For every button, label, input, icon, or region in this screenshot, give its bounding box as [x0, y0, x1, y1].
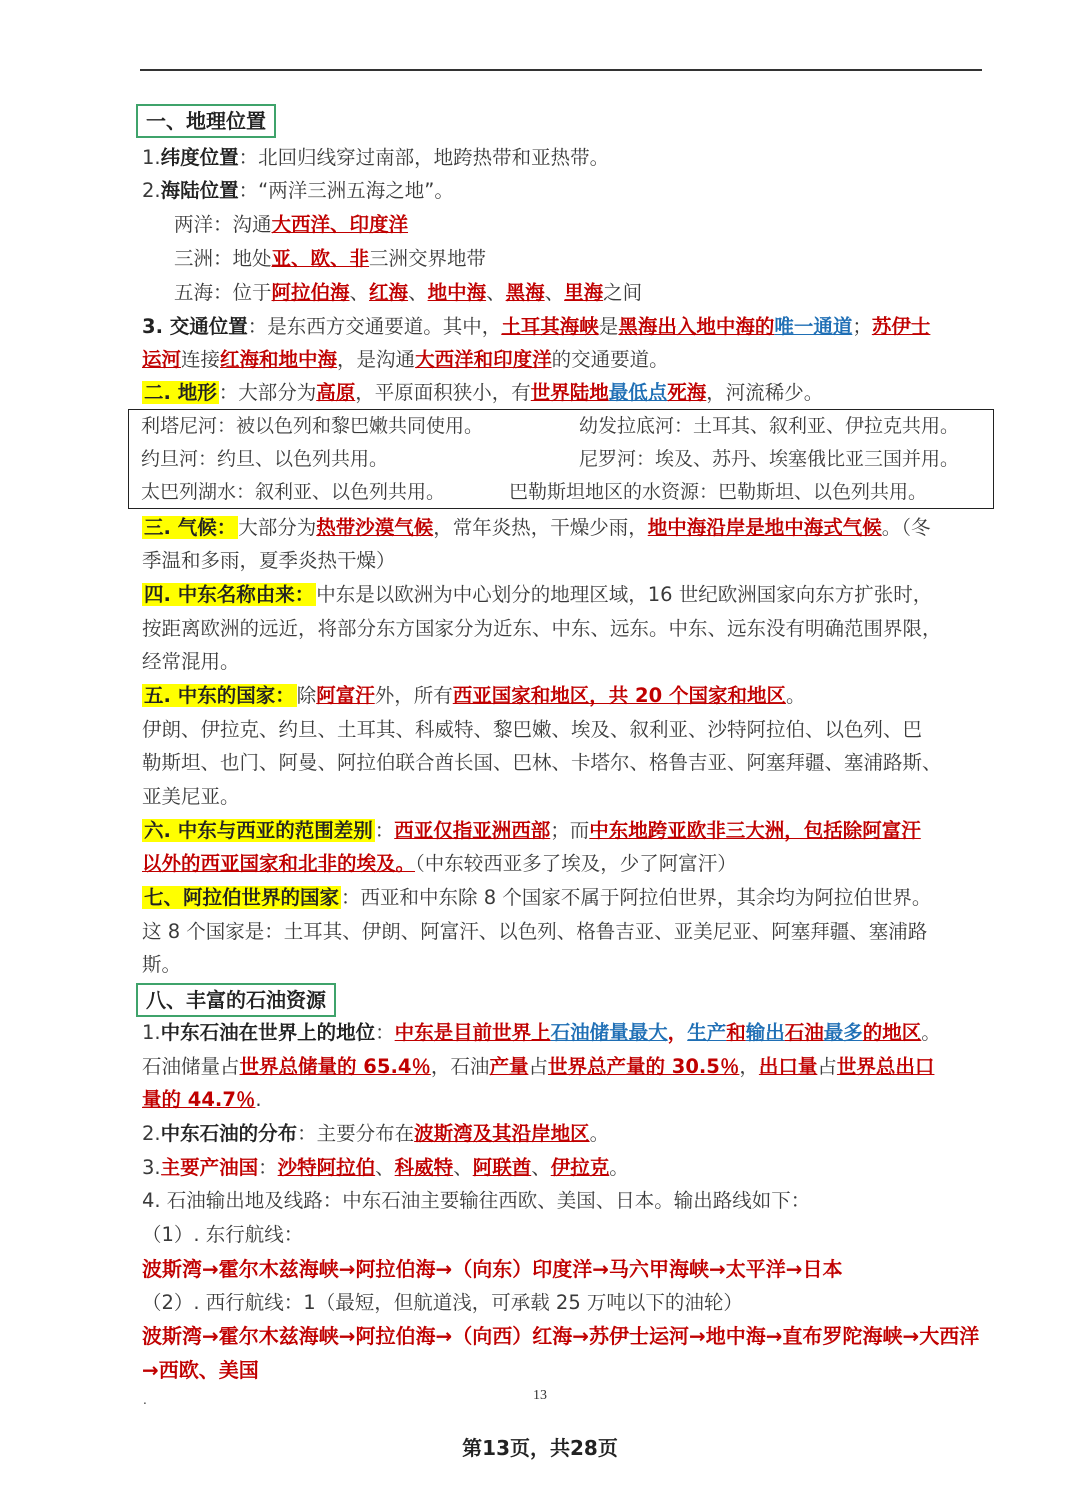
line-five-seas	[174, 278, 642, 308]
line-oil-distribution	[142, 1119, 609, 1149]
text-span: ，是沟通	[337, 348, 416, 371]
text-span: .	[255, 1088, 262, 1111]
text-span: 六. 中东与西亚的范围差别	[144, 819, 373, 842]
lake-tiberias: 太巴列湖水：叙利亚、以色列共用。	[141, 481, 446, 503]
line-oil-status	[142, 1018, 941, 1048]
text-span: 大西洋、印度洋	[271, 213, 409, 236]
text-span: 占	[528, 1055, 548, 1078]
line-name-origin-3	[142, 647, 240, 677]
text-span: 最多	[823, 1021, 863, 1044]
text-span: ：	[374, 819, 395, 842]
text-span: （1）. 东行航线：	[142, 1223, 304, 1246]
text-span: 七、阿拉伯世界的国家	[144, 886, 340, 909]
text-span: 3.	[142, 1156, 161, 1179]
line-west-route-label	[142, 1288, 743, 1318]
text-span: 2.	[142, 1122, 161, 1145]
text-span: 世界总产量的 30.5％	[547, 1055, 740, 1078]
page-footer: 第13页，共28页	[462, 1436, 618, 1460]
text-span: 西亚仅指亚洲西部	[394, 819, 551, 842]
text-span: 地中海沿岸是地中海式气候	[647, 516, 882, 539]
line-oil-export	[142, 1186, 810, 1216]
text-span: ，石油	[430, 1055, 490, 1078]
line-country-list-3	[142, 782, 240, 812]
text-span: 这 8 个国家是：土耳其、伊朗、阿富汗、以色列、格鲁吉亚、亚美尼亚、阿塞拜疆、塞浦路	[142, 920, 928, 943]
text-span: ，	[739, 1055, 759, 1078]
line-latitude	[142, 143, 609, 173]
section-heading-oil	[136, 983, 336, 1017]
text-span: 两洋：沟通	[174, 213, 272, 236]
text-span: 1.	[142, 146, 161, 169]
text-span: ：	[375, 1021, 395, 1044]
text-span: ；而	[550, 819, 590, 842]
rivers-box	[128, 409, 994, 509]
line-name-origin-2	[142, 614, 942, 644]
text-span: 、	[531, 1156, 551, 1179]
line-east-route-label	[142, 1220, 303, 1250]
text-span: 最低点	[608, 381, 668, 404]
text-span: 海陆位置	[160, 179, 239, 202]
line-countries	[142, 681, 805, 711]
text-span: 斯。	[142, 953, 182, 976]
text-span: 西亚国家和地区，共 20 个国家和地区	[452, 684, 786, 707]
text-span: 。	[921, 1021, 941, 1044]
section-heading-location	[136, 104, 276, 138]
text-span: ：大部分为	[218, 381, 317, 404]
text-span: 二. 地形	[144, 381, 217, 404]
line-arab-world-2	[142, 917, 927, 947]
west-route: 波斯湾→霍尔木兹海峡→阿拉伯海→（向西）红海→苏伊士运河→地中海→直布罗陀海峡→大西洋	[142, 1324, 980, 1348]
text-span: 伊朗、伊拉克、约旦、土耳其、科威特、黎巴嫩、埃及、叙利亚、沙特阿拉伯、以色列、巴	[142, 718, 923, 741]
text-span: 、	[349, 281, 370, 304]
text-span: （中东较西亚多了埃及，少了阿富汗）	[415, 852, 737, 875]
text-span: 除	[296, 684, 317, 707]
text-span: 中东地跨亚欧非三大洲，包括除阿富汗	[589, 819, 921, 842]
page-number: 13	[533, 1388, 547, 1403]
text-span: 的地区	[862, 1021, 922, 1044]
text-span: 大部分为	[238, 516, 317, 539]
text-span: 世界总出口	[836, 1055, 935, 1078]
text-span: 纬度位置	[160, 146, 239, 169]
section-title: 八、丰富的石油资源	[146, 988, 326, 1012]
line-oil-producers	[142, 1153, 629, 1183]
text-span: 按距离欧洲的远近，将部分东方国家分为近东、中东、远东。中东、远东没有明确范围界限，	[142, 617, 942, 640]
text-span: 。	[785, 684, 806, 707]
line-arab-world	[142, 883, 931, 913]
text-span: 地中海	[427, 281, 487, 304]
text-span: ：	[258, 1156, 278, 1179]
text-span: 外，所有	[374, 684, 453, 707]
text-span: 输出	[745, 1021, 785, 1044]
text-span: 伊拉克	[550, 1156, 610, 1179]
text-span: 高原	[316, 381, 356, 404]
text-span: 、	[408, 281, 428, 304]
text-span: 中东是以欧洲为中心划分的地理区域，16 世纪欧洲国家向东方扩张时，	[316, 583, 933, 606]
west-route-cont: →西欧、美国	[142, 1358, 259, 1382]
text-span: ：是东西方交通要道。其中，	[247, 315, 502, 338]
text-span: 和	[726, 1021, 746, 1044]
text-span: 唯一通道	[774, 315, 853, 338]
text-span: 占	[817, 1055, 837, 1078]
line-scope-diff	[142, 816, 921, 846]
text-span: 3. 交通位置	[142, 315, 248, 338]
text-span: 勒斯坦、也门、阿曼、阿拉伯联合酋长国、巴林、卡塔尔、格鲁吉亚、阿塞拜疆、塞浦路斯、	[142, 751, 942, 774]
text-span: 出口量	[758, 1055, 818, 1078]
text-span: 亚美尼亚。	[142, 785, 240, 808]
text-span: 黑海	[505, 281, 545, 304]
line-climate-cont	[142, 546, 396, 576]
text-span: 死海	[667, 381, 707, 404]
text-span: 阿联酋	[472, 1156, 532, 1179]
text-span: ，河流稀少。	[706, 381, 824, 404]
text-span: 之间	[603, 281, 643, 304]
text-span: 波斯湾及其沿岸地区	[414, 1122, 590, 1145]
text-span: 阿富汗	[316, 684, 375, 707]
text-span: 科威特	[394, 1156, 454, 1179]
text-span: 三. 气候：	[144, 516, 237, 539]
text-span: 黑海出入地中海的	[618, 315, 775, 338]
text-span: 沙特阿拉伯	[277, 1156, 376, 1179]
river-euphrates: 幼发拉底河：土耳其、叙利亚、伊拉克共用。	[579, 415, 960, 437]
text-span: ，	[667, 1021, 688, 1044]
text-span: 量的 44.7％	[142, 1088, 256, 1111]
east-route: 波斯湾→霍尔木兹海峡→阿拉伯海→（向东）印度洋→马六甲海峡→太平洋→日本	[142, 1257, 843, 1281]
line-transport	[142, 312, 930, 342]
line-three-continents	[174, 244, 486, 274]
line-two-oceans	[174, 210, 408, 240]
text-span: ：北回归线穿过南部，地跨热带和亚热带。	[238, 146, 610, 169]
text-span: ，平原面积狭小，有	[355, 381, 531, 404]
line-country-list-1	[142, 715, 922, 745]
line-country-list-2	[142, 748, 942, 778]
line-climate	[142, 513, 931, 543]
text-span: 红海	[369, 281, 409, 304]
line-terrain	[142, 378, 823, 408]
top-rule	[140, 69, 982, 71]
text-span: 世界总储量的 65.4％	[239, 1055, 431, 1078]
text-span: 三洲：地处	[174, 247, 272, 270]
text-span: 1.	[142, 1021, 161, 1044]
text-span: 五海：位于	[174, 281, 272, 304]
page-dot: .	[143, 1393, 147, 1407]
text-span: 四. 中东名称由来：	[144, 583, 315, 606]
text-span: 是	[598, 315, 619, 338]
section-title: 一、地理位置	[146, 109, 266, 133]
text-span: 运河	[142, 348, 182, 371]
text-span: 中东是目前世界上	[394, 1021, 551, 1044]
text-span: ：主要分布在	[297, 1122, 415, 1145]
text-span: 苏伊士	[871, 315, 931, 338]
text-span: 石油储量最大	[550, 1021, 668, 1044]
text-span: 里海	[564, 281, 604, 304]
line-oil-shares-2	[142, 1085, 262, 1115]
text-span: 。	[609, 1156, 629, 1179]
text-span: 的交通要道。	[551, 348, 669, 371]
text-span: 以外的西亚国家和北非的埃及。	[142, 852, 416, 875]
text-span: 石油	[784, 1021, 824, 1044]
text-span: 。	[589, 1122, 610, 1145]
text-span: 红海和地中海	[220, 348, 338, 371]
text-span: 、	[375, 1156, 395, 1179]
text-span: 季温和多雨，夏季炎热干燥）	[142, 549, 396, 572]
line-oil-shares	[142, 1052, 934, 1082]
text-span: 2.	[142, 179, 161, 202]
river-litani: 利塔尼河：被以色列和黎巴嫩共同使用。	[141, 415, 484, 437]
text-span: ，常年炎热，干燥少雨，	[433, 516, 648, 539]
text-span: 热带沙漠气候	[316, 516, 434, 539]
text-span: 主要产油国	[160, 1156, 259, 1179]
line-land-sea	[142, 176, 454, 206]
line-arab-world-3	[142, 950, 181, 980]
text-span: 经常混用。	[142, 650, 240, 673]
text-span: 石油储量占	[142, 1055, 240, 1078]
text-span: 。（冬	[881, 516, 931, 539]
text-span: 三洲交界地带	[369, 247, 487, 270]
line-name-origin	[142, 580, 932, 610]
text-span: 生产	[687, 1021, 727, 1044]
text-span: 大西洋和印度洋	[415, 348, 552, 371]
text-span: 阿拉伯海	[271, 281, 350, 304]
line-scope-diff-2	[142, 849, 737, 879]
text-span: 土耳其海峡	[501, 315, 599, 338]
text-span: （2）. 西行航线：1（最短，但航道浅，可承载 25 万吨以下的油轮）	[142, 1291, 743, 1314]
text-span: ；	[852, 315, 872, 338]
line-transport-cont	[142, 345, 669, 375]
text-span: 、	[453, 1156, 473, 1179]
text-span: ：“两洋三洲五海之地”。	[238, 179, 454, 202]
palestine-water: 巴勒斯坦地区的水资源：巴勒斯坦、以色列共用。	[509, 481, 928, 503]
river-jordan: 约旦河：约旦、以色列共用。	[141, 448, 389, 470]
text-span: 连接	[181, 348, 221, 371]
text-span: 、	[486, 281, 506, 304]
text-span: ：西亚和中东除 8 个国家不属于阿拉伯世界，其余均为阿拉伯世界。	[341, 886, 932, 909]
text-span: 亚、欧、非	[271, 247, 370, 270]
text-span: 世界陆地	[530, 381, 609, 404]
text-span: 、	[544, 281, 565, 304]
river-nile: 尼罗河：埃及、苏丹、埃塞俄比亚三国并用。	[579, 448, 960, 470]
text-span: 五. 中东的国家：	[144, 684, 295, 707]
text-span: 中东石油的分布	[160, 1122, 298, 1145]
text-span: 产量	[489, 1055, 529, 1078]
text-span: 4. 石油输出地及线路：中东石油主要输往西欧、美国、日本。输出路线如下：	[142, 1189, 811, 1212]
text-span: 中东石油在世界上的地位	[160, 1021, 376, 1044]
